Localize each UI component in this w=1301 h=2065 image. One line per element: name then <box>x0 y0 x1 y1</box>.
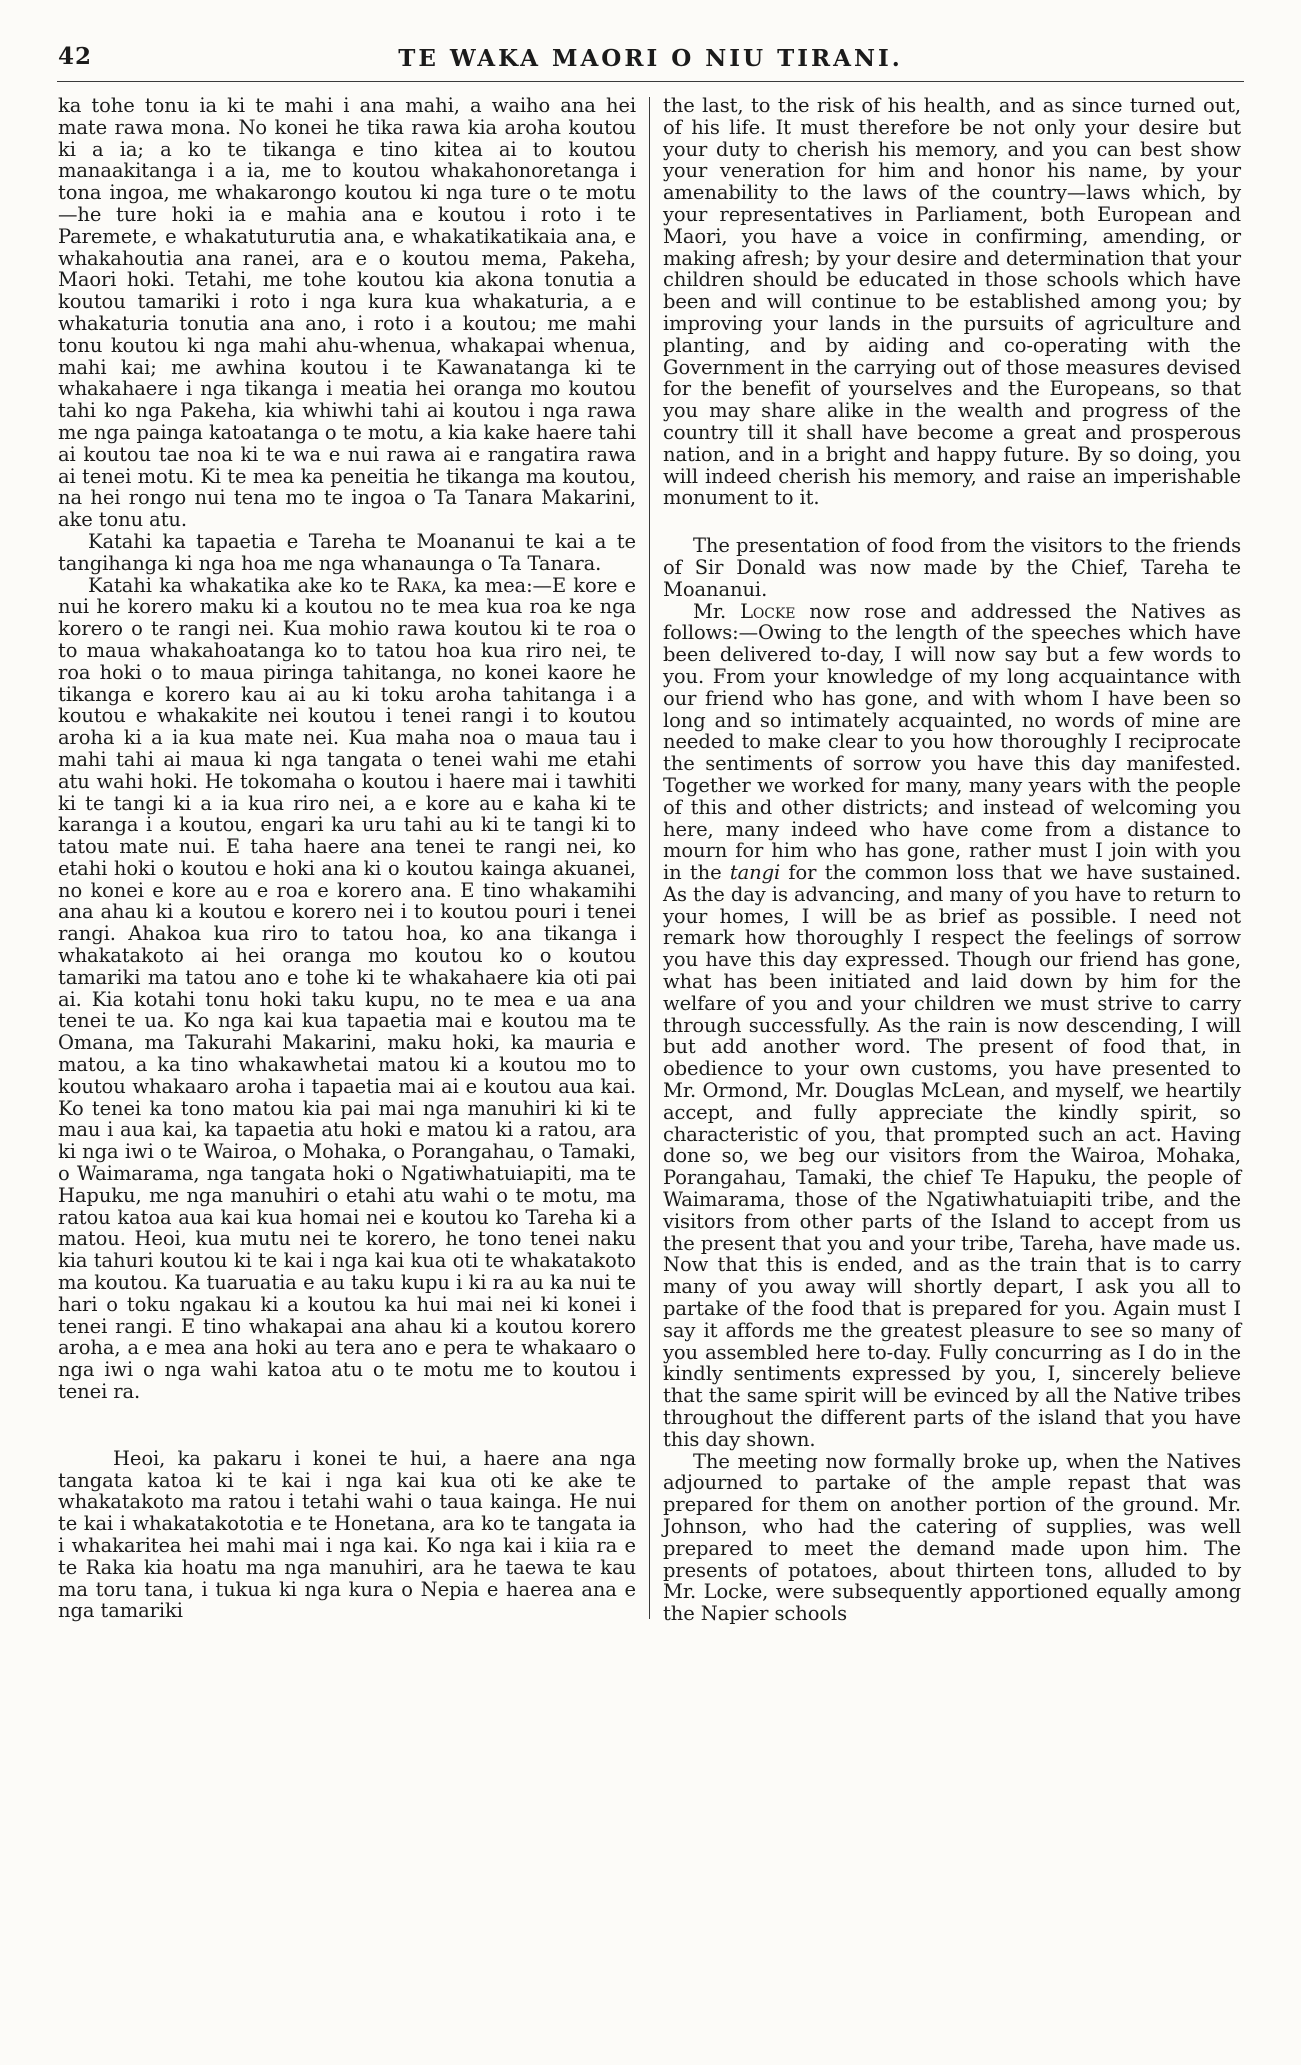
paragraph: Katahi ka whakatika ake ko te Raka, ka mea:—E kore e nui he korero maku ki a koutou no te mea kua roa ke nga korero o te rangi nei. Kua mohio rawa koutou ki te roa o to maua whakahoatanga ko to tatou hoa kua riro nei, te roa hoki o to maua piringa tahitanga, no konei kaore he tikanga e korero kau ai au ki toku aroha tahitanga i a koutou e whakakite nei koutou i tenei rangi i to koutou aroha ki a ia kua mate nei. Kua maha noa o maua tau i mahi tahi ai maua ki nga tangata o tenei wahi me etahi atu wahi hoki. He tokomaha o koutou i haere mai i tawhiti ki te tangi ki a ia kua riro nei, a e kore au e kaha ki te karanga i a koutou, engari ka uru tahi au ki te tangi ki to tatou mate nui. E taha haere ana tenei te rangi nei, ko etahi hoki o koutou e hoki ana ki o koutou kainga akuanei, no konei e kore au e roa e korero ana. E tino whakamihi ana ahau ki a koutou e korero nei i to koutou pouri i tenei rangi. Ahakoa kua riro to tatou hoa, ko ana tikanga i whakatakoto ai hei oranga mo koutou ko o koutou tamariki ma tatou ano e tohe ki te whakahaere kia oti pai ai. Kia kotahi tonu hoki taku kupu, no te mea e ua ana tenei te ua. Ko nga kai kua tapaetia mai e koutou ma te Omana, ma Takurahi Makarini, maku hoki, ka mauria e matou, a ka tino whakawhetai matou ki a koutou mo to koutou whakaaro aroha i tapaetia mai ai e koutou aua kai. Ko tenei ka tono matou kia pai mai nga manuhiri ki ki te mau i aua kai, ka tapaetia atu hoki e matou ki a ratou, ara ki nga iwi o te Wairoa, o Mohaka, o Porangahau, o Tamaki, o Waimarama, nga tangata hoki o Ngatiwhatuiapiti, ma te Hapuku, me nga manuhiri o etahi atu wahi o te motu, ma ratou katoa aua kai kua homai nei e koutou ko Tareha ki a matou. Heoi, kua mutu nei te korero, he tono tenei naku kia tahuri koutou ki te kai i nga kai kua oti te whakatakoto ma koutou. Ka tuaruatia e au taku kupu i ki ra au ka nui te hari o toku ngakau ki a koutou ka hui mai nei ki konei i tenei rangi. E tino whakapai ana ahau ki a koutou korero aroha, a e mea ana hoki au tera ano e pera te whakaaro o nga iwi o nga wahi katoa atu o te motu me to koutou i tenei ra. <box>58 573 636 1404</box>
paragraph: The presentation of food from the visitors to the friends of Sir Donald was now made by the Chief, Tareha te Moananui. <box>663 534 1241 601</box>
paragraph: Mr. Locke now rose and addressed the Natives as follows:—Owing to the length of the speeches which have been delivered to-day, I will now say but a few words to you. From your knowledge of my long acquaintance with our friend who has gone, and with whom I have been so long and so intimately acquainted, no words of mine are needed to make clear to you how thoroughly I reciprocate the sentiments of sorrow you have this day manifested. Together we worked for many, many years with the people of this and other districts; and instead of welcoming you here, many indeed who have come from a distance to mourn for him who has gone, rather must I join with you in the tangi for the common loss that we have sustained. As the day is advancing, and many of you have to return to your homes, I will be as brief as possible. I need not remark how thoroughly I respect the feelings of sorrow you have this day expressed. Though our friend has gone, what has been initiated and laid down by him for the welfare of you and your children we must strive to carry through successfully. As the rain is now descending, I will but add another word. The present of food that, in obedience to your own customs, you have presented to Mr. Ormond, Mr. Douglas McLean, and myself, we heartily accept, and fully appreciate the kindly spirit, so characteristic of you, that prompted such an act. Having done so, we beg our visitors from the Wairoa, Mohaka, Porangahau, Tamaki, the chief Te Hapuku, the people of Waimarama, those of the Ngatiwhatuiapiti tribe, and the visitors from other parts of the Island to accept from us the present that you and your tribe, Tareha, have made us. Now that this is ended, and as the train that is to carry many of you away will shortly depart, I ask you all to partake of the food that is prepared for you. Again must I say it affords me the greatest pleasure to see so many of you assembled here to-day. Fully concurring as I do in the kindly sentiments expressed by you, I, sincerely believe that the same spirit will be evinced by all the Native tribes throughout the different parts of the island that you have this day shown. <box>663 599 1241 1451</box>
paragraph: Katahi ka tapaetia e Tareha te Moananui te kai a te tangihanga ki nga hoa me nga whanaunga o Ta Tanara. <box>58 529 636 575</box>
paragraph: ka tohe tonu ia ki te mahi i ana mahi, a waiho ana hei mate rawa mona. No konei he tika rawa kia aroha koutou ki a ia; a ko te tikanga e tino kitea ai to koutou manaakitanga i a ia, me to koutou whakahonoretanga i tona ingoa, me whakarongo koutou ki nga ture o te motu—he ture hoki ia e mahia ana e koutou i roto i te Paremete, e whakatuturutia ana, e whakatikatikaia ana, e whakahoutia ana ranei, ara e o koutou mema, Pakeha, Maori hoki. Tetahi, me tohe koutou kia akona tonutia a koutou tamariki i roto i nga kura kua whakaturia, a e whakaturia tonutia ana ano, i roto i a koutou; me mahi tonu koutou ki nga mahi ahu-whenua, whakapai whenua, mahi kai; me awhina koutou i te Kawanatanga ki te whakahaere i nga tikanga i meatia hei oranga mo koutou tahi ko nga Pakeha, kia whiwhi tahi ai koutou i nga rawa me nga painga katoatanga o te motu, a kia kake haere tahi ai koutou tae noa ki te wa e nui rawa ai e rangatira rawa ai tenei motu. Ki te mea ka peneitia he tikanga ma koutou, na hei rongo nui tena mo te ingoa o Ta Tanara Makarini, ake tonu atu. <box>58 94 636 532</box>
paragraph: The meeting now formally broke up, when the Natives adjourned to partake of the ample repast that was prepared for them on another portion of the ground. Mr. Johnson, who had the catering of supplies, was well prepared to meet the demand made upon him. The presents of potatoes, about thirteen tons, alluded to by Mr. Locke, were subsequently apportioned equally among the Napier schools <box>663 1449 1241 1626</box>
paragraph: Heoi, ka pakaru i konei te hui, a haere ana nga tangata katoa ki te kai i nga kai kua oti ke ake te whakatakoto ma ratou i tetahi wahi o taua kainga. He nui te kai i whakatakototia e te Honetana, ara ko te tangata ia i whakaritea hei mahi mai i nga kai. Ko nga kai i kiia ra e te Raka kia hoatu ma nga manuhiri, ara he taewa te kau ma toru tana, i tukua ki nga kura o Nepia e haerea ana e nga tamariki <box>58 1446 636 1623</box>
masthead <box>0 0 1301 72</box>
column-divider <box>649 97 650 1619</box>
page-number: 42 <box>58 43 93 70</box>
article-body <box>0 82 1301 1625</box>
publication-title: TE WAKA MAORI O NIU TIRANI. <box>398 45 903 72</box>
paragraph: the last, to the risk of his health, and as since turned out, of his life. It must therefore be not only your desire but your duty to cherish his memory, and you can best show your veneration for him and honor his name, by your amenability to the laws of the country—laws which, by your representatives in Parliament, both European and Maori, you have a voice in confirming, amending, or making afresh; by your desire and determination that your children should be educated in those schools which have been and will continue to be established among you; by improving your lands in the pursuits of agriculture and planting, and by aiding and co-operating with the Government in the carrying out of those measures devised for the benefit of yourselves and the Europeans, so that you may share alike in the wealth and progress of the country till it shall have become a great and prosperous nation, and in a bright and happy future. By so doing, you will indeed cherish his memory, and raise an imperishable monument to it. <box>663 94 1241 510</box>
right-column <box>663 95 1241 1625</box>
left-column <box>58 95 636 1625</box>
